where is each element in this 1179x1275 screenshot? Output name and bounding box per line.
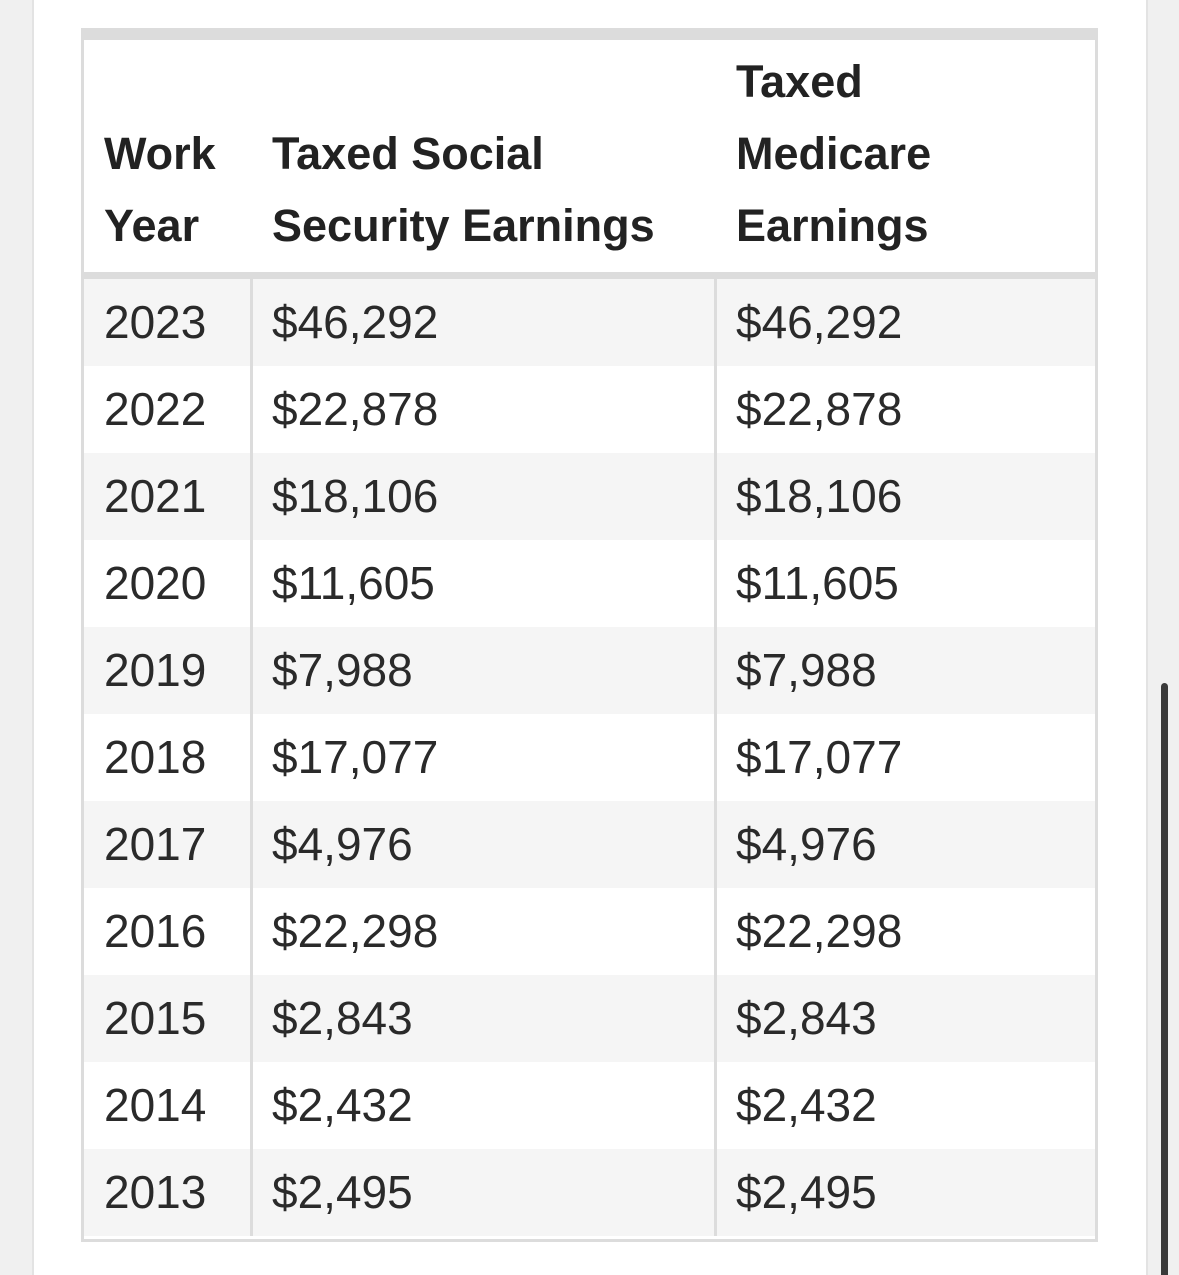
cell-work-year: 2023: [104, 296, 207, 348]
table-body: [84, 279, 1095, 1236]
column-divider: [714, 279, 717, 1236]
cell-work-year: 2016: [104, 905, 207, 957]
table-row: [84, 975, 1095, 1062]
cell-social-security-earnings: $2,495: [272, 1166, 413, 1218]
column-header-social-security-earnings: Taxed Social Security Earnings: [272, 128, 655, 251]
cell-social-security-earnings: $22,298: [272, 905, 439, 957]
table-row: [84, 888, 1095, 975]
cell-work-year: 2013: [104, 1166, 207, 1218]
table-header-row: [84, 40, 1095, 279]
page-left-margin: [0, 0, 34, 1275]
cell-medicare-earnings: $11,605: [736, 557, 899, 609]
cell-social-security-earnings: $17,077: [272, 731, 439, 783]
column-header-work-year: Work Year: [104, 128, 216, 251]
column-header-medicare-earnings: Taxed Medicare Earnings: [736, 56, 932, 251]
cell-social-security-earnings: $18,106: [272, 470, 439, 522]
cell-work-year: 2021: [104, 470, 207, 522]
cell-social-security-earnings: $2,843: [272, 992, 413, 1044]
cell-medicare-earnings: $17,077: [736, 731, 903, 783]
cell-work-year: 2017: [104, 818, 207, 870]
cell-social-security-earnings: $46,292: [272, 296, 439, 348]
scrollbar-thumb[interactable]: [1161, 683, 1168, 1275]
table-row: [84, 1062, 1095, 1149]
cell-work-year: 2020: [104, 557, 207, 609]
table-row: [84, 801, 1095, 888]
cell-social-security-earnings: $11,605: [272, 557, 435, 609]
cell-medicare-earnings: $7,988: [736, 644, 877, 696]
cell-social-security-earnings: $7,988: [272, 644, 413, 696]
cell-work-year: 2022: [104, 383, 207, 435]
cell-medicare-earnings: $2,432: [736, 1079, 877, 1131]
table-row: [84, 453, 1095, 540]
cell-work-year: 2015: [104, 992, 207, 1044]
table-row: [84, 366, 1095, 453]
column-divider: [250, 279, 253, 1236]
cell-medicare-earnings: $22,878: [736, 383, 903, 435]
table-row: [84, 279, 1095, 366]
cell-work-year: 2019: [104, 644, 207, 696]
earnings-table: [81, 28, 1098, 1242]
cell-medicare-earnings: $2,843: [736, 992, 877, 1044]
cell-medicare-earnings: $4,976: [736, 818, 877, 870]
cell-medicare-earnings: $22,298: [736, 905, 903, 957]
cell-medicare-earnings: $46,292: [736, 296, 903, 348]
cell-work-year: 2014: [104, 1079, 207, 1131]
table-row: [84, 540, 1095, 627]
table-row: [84, 627, 1095, 714]
table-row: [84, 714, 1095, 801]
cell-medicare-earnings: $2,495: [736, 1166, 877, 1218]
table-row: [84, 1149, 1095, 1236]
cell-work-year: 2018: [104, 731, 207, 783]
cell-social-security-earnings: $4,976: [272, 818, 413, 870]
cell-social-security-earnings: $2,432: [272, 1079, 413, 1131]
cell-social-security-earnings: $22,878: [272, 383, 439, 435]
cell-medicare-earnings: $18,106: [736, 470, 903, 522]
